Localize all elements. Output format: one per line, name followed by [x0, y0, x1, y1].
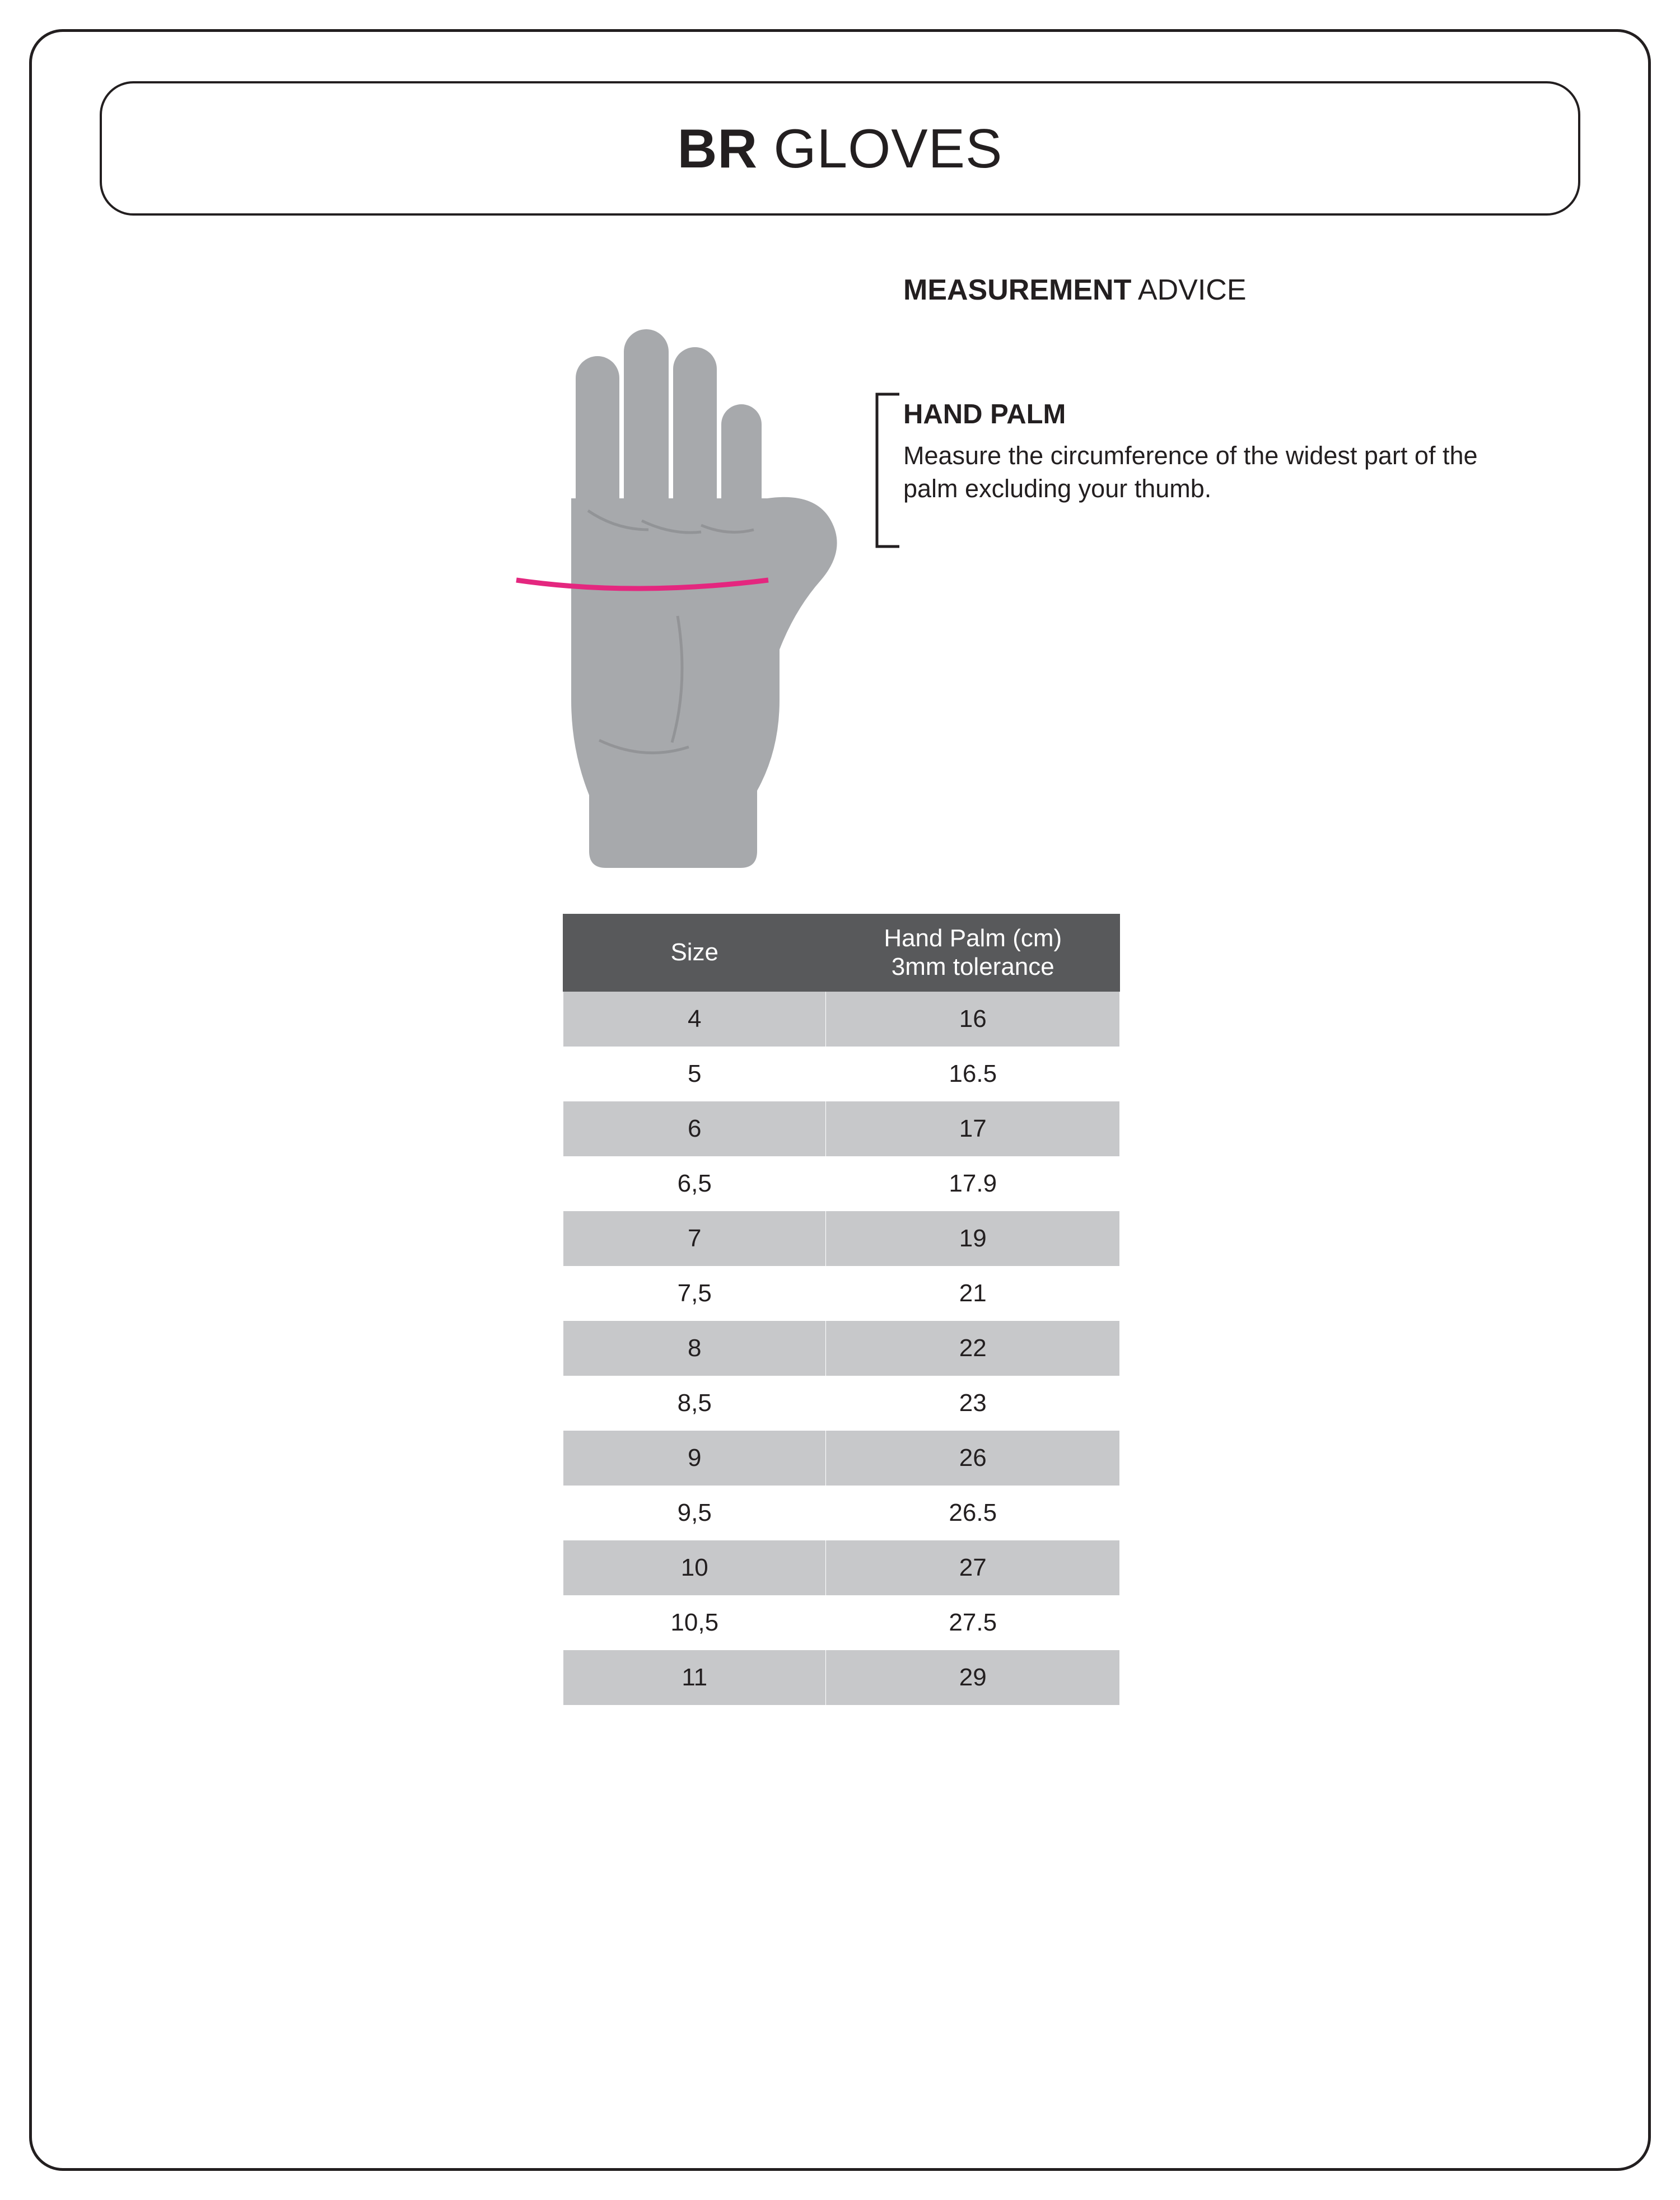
cell-palm: 16.5 — [826, 1047, 1120, 1101]
cell-size: 9 — [563, 1431, 826, 1486]
callout-title: HAND PALM — [903, 399, 1066, 429]
cell-size: 6,5 — [563, 1156, 826, 1211]
table-row — [563, 1101, 1120, 1156]
cell-size: 8,5 — [563, 1376, 826, 1431]
table-row — [563, 1156, 1120, 1211]
cell-palm: 19 — [826, 1211, 1120, 1266]
table-row — [563, 1540, 1120, 1595]
cell-palm: 26 — [826, 1431, 1120, 1486]
column-header-size: Size — [563, 914, 826, 992]
cell-palm: 17 — [826, 1101, 1120, 1156]
cell-size: 5 — [563, 1047, 826, 1101]
cell-palm: 22 — [826, 1321, 1120, 1376]
cell-size: 7,5 — [563, 1266, 826, 1321]
cell-size: 6 — [563, 1101, 826, 1156]
callout-text: Measure the circumference of the widest part of the palm excluding your thumb. — [903, 441, 1478, 503]
table-row — [563, 992, 1120, 1047]
table-row — [563, 1266, 1120, 1321]
cell-palm: 17.9 — [826, 1156, 1120, 1211]
cell-palm: 27.5 — [826, 1595, 1120, 1650]
column-header-hand-palm-line1: Hand Palm (cm) — [884, 924, 1062, 952]
column-header-hand-palm-line2: 3mm tolerance — [891, 952, 1054, 980]
cell-size: 9,5 — [563, 1486, 826, 1540]
cell-palm: 16 — [826, 992, 1120, 1047]
cell-palm: 29 — [826, 1650, 1120, 1705]
hand-palm-illustration — [504, 258, 874, 885]
cell-palm: 27 — [826, 1540, 1120, 1595]
cell-palm: 21 — [826, 1266, 1120, 1321]
section-heading — [903, 273, 1247, 307]
table-row — [563, 1650, 1120, 1705]
cell-size: 8 — [563, 1321, 826, 1376]
brand-title-box — [100, 81, 1580, 216]
page-title — [678, 117, 1003, 180]
cell-palm: 26.5 — [826, 1486, 1120, 1540]
cell-palm: 23 — [826, 1376, 1120, 1431]
table-row — [563, 1486, 1120, 1540]
section-heading-bold: MEASUREMENT — [903, 274, 1132, 306]
cell-size: 11 — [563, 1650, 826, 1705]
callout-connector-line — [874, 392, 899, 549]
cell-size: 7 — [563, 1211, 826, 1266]
brand-name: BR — [677, 117, 758, 179]
column-header-hand-palm — [826, 914, 1120, 992]
brand-product: GLOVES — [758, 117, 1003, 179]
table-row — [563, 1595, 1120, 1650]
table-row — [563, 1431, 1120, 1486]
cell-size: 4 — [563, 992, 826, 1047]
table-header-row — [563, 914, 1120, 992]
cell-size: 10 — [563, 1540, 826, 1595]
table-row — [563, 1047, 1120, 1101]
size-chart-table — [563, 914, 1120, 1705]
cell-size: 10,5 — [563, 1595, 826, 1650]
section-heading-light: ADVICE — [1131, 274, 1247, 306]
table-row — [563, 1211, 1120, 1266]
table-row — [563, 1376, 1120, 1431]
table-row — [563, 1321, 1120, 1376]
